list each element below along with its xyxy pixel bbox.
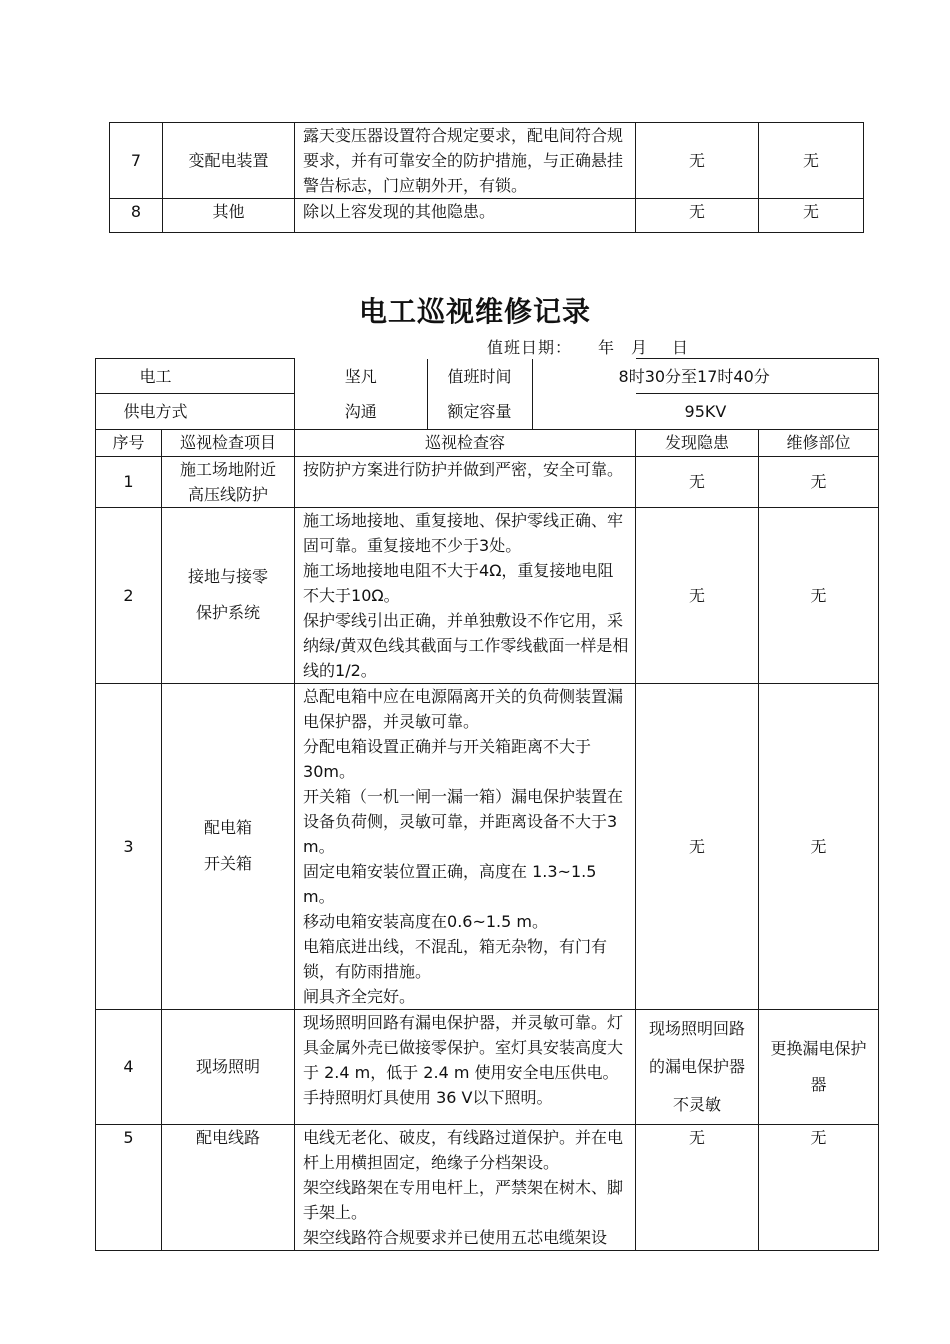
item-line: 开关箱 [204, 854, 253, 873]
inspection-item [162, 683, 295, 1009]
content-paragraph: 分配电箱设置正确并与开关箱距离不大于30m。 [303, 736, 592, 781]
header-row [96, 359, 879, 394]
table-row [96, 456, 879, 507]
item-line: 施工场地附近 [180, 459, 277, 479]
content-paragraph: 电箱底进出线，不混乱，箱无杂物，有门有锁，有防雨措施。 [303, 936, 608, 981]
hazard-line: 的漏电保护器 [649, 1056, 746, 1076]
content-paragraph: 按防护方案进行防护并做到严密，安全可靠。 [303, 459, 624, 479]
content-paragraph: 总配电箱中应在电源隔离开关的负荷侧装置漏电保护器，并灵敏可靠。 [303, 686, 624, 731]
duty-date-line [487, 335, 689, 358]
inspection-record-table [95, 358, 879, 1251]
col-header-hazard: 发现隐患 [636, 429, 759, 456]
hazard-cell: 无 [636, 507, 759, 683]
content-paragraph: 闸具齐全完好。 [303, 986, 416, 1006]
row-number: 5 [96, 1124, 162, 1250]
supply-value: 沟通 [295, 394, 427, 429]
repair-cell: 无 [759, 123, 864, 199]
table-row [96, 683, 879, 1009]
hazard-cell: 无 [636, 683, 759, 1009]
row-number: 8 [110, 199, 163, 233]
repair-cell: 无 [759, 683, 879, 1009]
row-number: 4 [96, 1009, 162, 1124]
header-middle [295, 394, 727, 430]
header-row [96, 394, 879, 430]
row-number: 2 [96, 507, 162, 683]
hazard-cell [636, 1009, 759, 1124]
row-number: 3 [96, 683, 162, 1009]
electrician-value: 坚凡 [295, 359, 427, 394]
content-paragraph: 施工场地接地、重复接地、保护零线正确、牢固可靠。重复接地不少于3处。 [303, 510, 624, 555]
repair-line: 器 [810, 1074, 827, 1094]
item-line: 配电箱 [204, 818, 253, 837]
duty-time-value: 8时30分至17时40分 [618, 366, 770, 386]
supply-label: 供电方式 [96, 394, 295, 430]
inspection-content [295, 123, 636, 199]
repair-cell: 无 [759, 1124, 879, 1250]
inspection-item [162, 507, 295, 683]
inspection-content [295, 1124, 636, 1250]
repair-cell: 无 [759, 456, 879, 507]
hazard-cell: 无 [636, 1124, 759, 1250]
inspection-item: 现场照明 [162, 1009, 295, 1124]
page-title: 电工巡视维修记录 [358, 295, 591, 328]
inspection-item [162, 456, 295, 507]
table-row [96, 1009, 879, 1124]
header-split [295, 394, 727, 429]
table-row [96, 507, 879, 683]
repair-cell: 无 [759, 199, 864, 233]
header-split [295, 359, 770, 394]
col-header-content: 巡视检查容 [295, 429, 636, 456]
row-number: 1 [96, 456, 162, 507]
repair-cell [759, 1009, 879, 1124]
table-row [96, 1124, 879, 1250]
date-day: 日 [672, 338, 690, 357]
capacity-label: 额定容量 [427, 394, 532, 429]
date-label: 值班日期： [487, 338, 573, 357]
row-number: 7 [110, 123, 163, 199]
content-paragraph: 露天变压器设置符合规定要求，配电间符合规要求，并有可靠安全的防护措施，与正确悬挂警告标志，门应朝外开，有锁。 [303, 126, 624, 195]
date-month: 月 [631, 338, 649, 357]
col-header-item: 巡视检查项目 [162, 429, 295, 456]
content-paragraph: 架空线路符合规要求并已使用五芯电缆架设 [303, 1227, 608, 1247]
table-row [110, 123, 864, 199]
date-year: 年 [598, 338, 616, 357]
content-paragraph: 现场照明回路有漏电保护器，并灵敏可靠。灯具金属外壳已做接零保护。室灯具安装高度大于 2.4 m，低于 2.4 m 使用安全电压供电。手持照明灯具使用 36 V以下照明。 [303, 1012, 624, 1107]
col-header-no: 序号 [96, 429, 162, 456]
content-paragraph: 除以上容发现的其他隐患。 [303, 202, 496, 221]
repair-line: 更换漏电保护 [770, 1038, 867, 1058]
inspection-content [295, 683, 636, 1009]
content-paragraph: 开关箱（一机一闸一漏一箱）漏电保护装置在设备负荷侧，灵敏可靠，并距离设备不大于3 m。 [303, 786, 624, 856]
inspection-content [295, 199, 636, 233]
table-row [110, 199, 864, 233]
inspection-item: 变配电装置 [163, 123, 295, 199]
hazard-line: 不灵敏 [673, 1094, 722, 1114]
hazard-cell: 无 [636, 199, 759, 233]
repair-cell: 无 [759, 507, 879, 683]
hazard-cell: 无 [636, 456, 759, 507]
content-paragraph: 保护零线引出正确，并单独敷设不作它用，采纳绿/黄双色线其截面与工作零线截面一样是相线的1/2。 [303, 610, 629, 680]
hazard-cell: 无 [636, 123, 759, 199]
item-line: 保护系统 [196, 603, 261, 622]
inspection-content [295, 456, 636, 507]
electrician-label: 电工 [96, 359, 295, 394]
header-middle [295, 359, 770, 394]
item-line: 接地与接零 [188, 567, 269, 586]
inspection-item: 其他 [163, 199, 295, 233]
content-paragraph: 电线无老化、破皮，有线路过道保护。并在电杆上用横担固定，绝缘子分档架设。 [303, 1127, 624, 1172]
content-paragraph: 架空线路架在专用电杆上，严禁架在树木、脚手架上。 [303, 1177, 624, 1222]
col-header-repair: 维修部位 [759, 429, 879, 456]
item-line: 高压线防护 [188, 484, 269, 504]
continuation-table [109, 122, 864, 233]
inspection-content [295, 1009, 636, 1124]
content-paragraph: 固定电箱安装位置正确，高度在 1.3~1.5 m。 [303, 861, 597, 906]
column-header-row [96, 429, 879, 456]
content-paragraph: 施工场地接地电阻不大于4Ω，重复接地电阻不大于10Ω。 [303, 560, 614, 605]
duty-time-label: 值班时间 [427, 359, 532, 394]
inspection-content [295, 507, 636, 683]
content-paragraph: 移动电箱安装高度在0.6~1.5 m。 [303, 911, 548, 931]
capacity-value: 95KV [684, 401, 727, 421]
inspection-item: 配电线路 [162, 1124, 295, 1250]
hazard-line: 现场照明回路 [649, 1018, 746, 1038]
